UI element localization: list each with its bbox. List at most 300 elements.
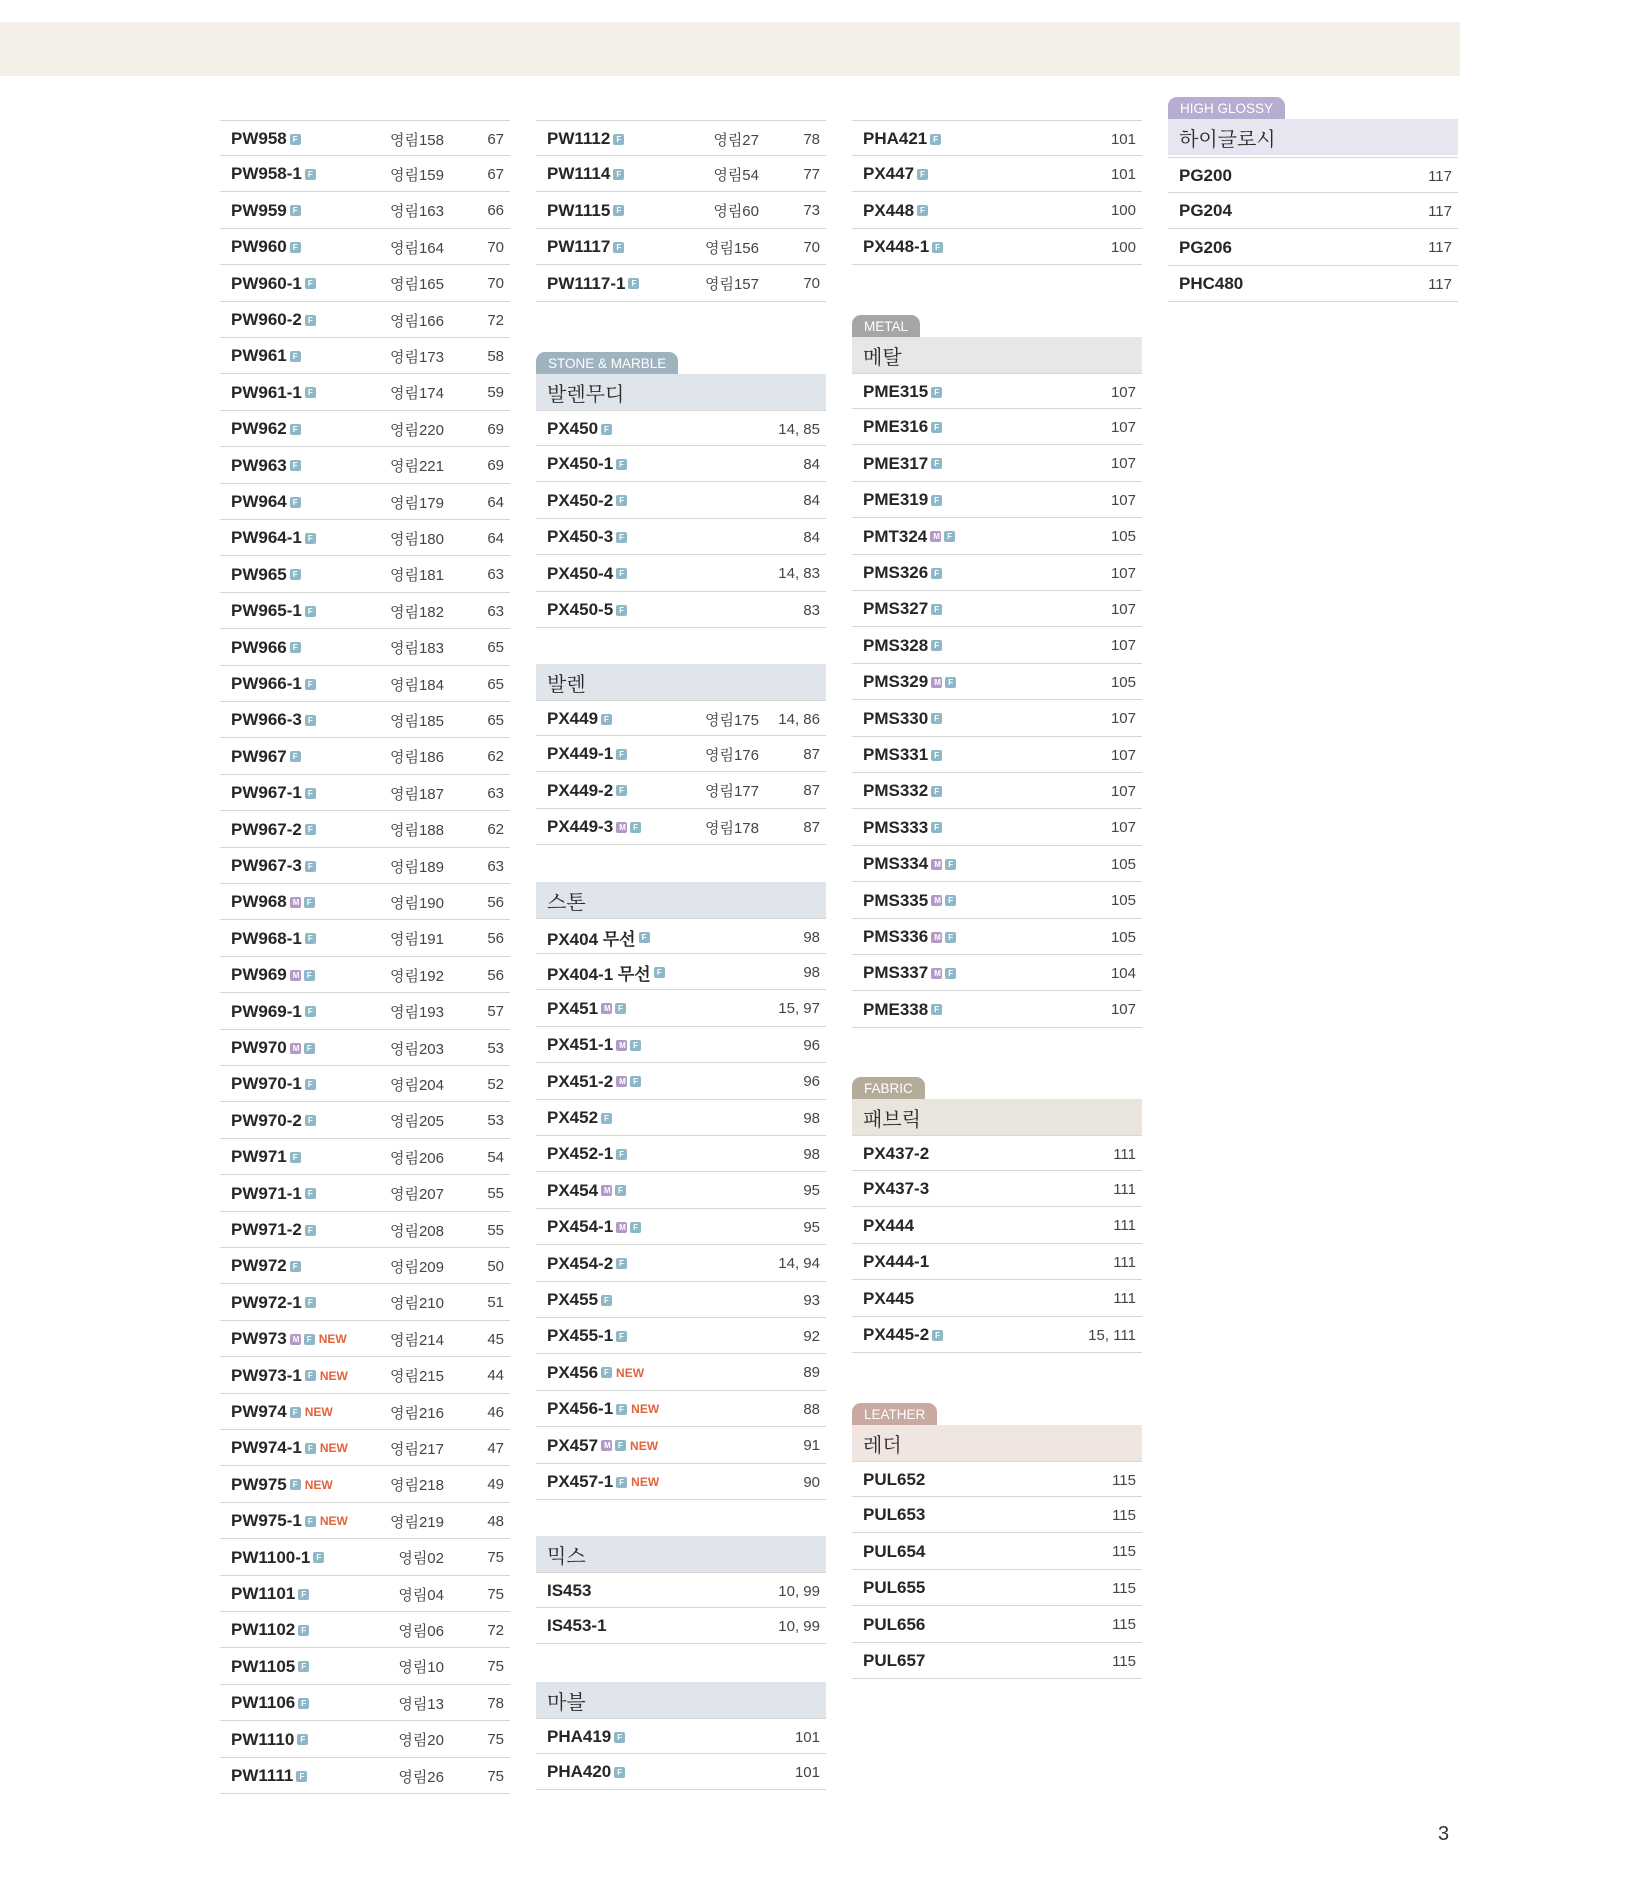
table-row [852,1317,1142,1353]
product-code: PX452 [547,1108,599,1127]
product-code-cell [863,919,956,955]
page-ref: 115 [1112,1616,1136,1634]
product-code-cell [231,302,316,338]
page-ref: 51 [487,1294,504,1312]
f-badge-icon [305,679,316,690]
product-code: PX447 [863,164,915,184]
table-row [852,773,1142,809]
product-code-cell [863,773,942,809]
page-ref: 101 [794,1728,820,1746]
f-badge-icon [304,1043,315,1054]
badge-letter: F [656,967,662,977]
page-ref: 55 [487,1221,504,1239]
f-badge-icon [290,569,301,580]
m-badge-icon [290,1043,301,1054]
table-row [220,1758,510,1794]
f-badge-icon [932,242,943,253]
page-ref: 107 [1110,383,1136,401]
product-code: PW965 [231,564,287,584]
badge-letter: F [307,934,313,944]
table-row [536,120,826,156]
page-ref: 117 [1428,239,1452,257]
product-code-cell [231,484,301,520]
product-code-cell [863,1643,925,1679]
badge-letter: M [619,1222,626,1232]
badge-letter: F [935,242,941,252]
badge-letter: F [619,569,625,579]
badge-letter: F [935,1330,941,1340]
product-code: PW970 [231,1038,287,1057]
table-row [536,1572,826,1608]
badge-letter: F [307,861,313,871]
badge-letter: F [301,1625,307,1635]
reference-code: 영림04 [398,1586,444,1604]
badge-letter: F [616,206,622,216]
f-badge-icon [290,1261,301,1272]
table-row [536,483,826,519]
table-row [852,1281,1142,1317]
f-badge-icon [290,134,301,145]
product-code: PW960-1 [231,273,302,293]
product-code: PMS329 [863,672,929,692]
table-row [536,156,826,192]
product-code-cell [231,411,301,447]
product-code-cell [547,1100,612,1136]
product-code: PX449 [547,709,599,728]
f-badge-icon [639,932,650,943]
table-row [220,994,510,1030]
m-badge-icon [601,1185,612,1196]
page-ref: 65 [487,711,504,729]
section-header: 메탈 [852,337,1142,373]
badge-letter: F [307,1443,313,1453]
f-badge-icon [616,568,627,579]
product-code-cell [547,701,612,737]
reference-code: 영림166 [389,312,444,330]
f-badge-icon [305,387,316,398]
section-header: 패브릭 [852,1099,1142,1135]
product-code: PX437-2 [863,1144,930,1163]
f-badge-icon [613,169,624,180]
page-ref: 107 [1110,418,1136,436]
table-row [852,1497,1142,1533]
badge-letter: F [920,169,925,179]
page-ref: 111 [1113,1290,1136,1308]
page-ref: 75 [487,1731,504,1749]
page-ref: 55 [487,1185,504,1203]
product-code-cell [547,1464,659,1500]
badge-letter: F [619,1404,625,1414]
product-code-cell [863,701,942,737]
product-code-cell [231,557,301,593]
page-ref: 73 [803,202,820,220]
product-code: PW1112 [547,129,611,148]
product-code: PX445 [863,1288,915,1308]
f-badge-icon [931,640,942,651]
product-code: PUL657 [863,1651,926,1670]
f-badge-icon [931,387,942,398]
product-code-cell [547,556,627,592]
f-badge-icon [931,458,942,469]
page-ref: 111 [1113,1145,1136,1163]
f-badge-icon [290,242,301,253]
m-badge-icon [931,968,942,979]
table-row [536,592,826,628]
f-badge-icon [305,315,316,326]
page-ref: 100 [1110,238,1136,256]
table-row [852,1534,1142,1570]
table-row [220,1358,510,1394]
page-ref: 53 [487,1039,504,1057]
f-badge-icon [305,1443,316,1454]
page-ref: 70 [487,238,504,256]
page-ref: 15, 97 [778,1000,820,1018]
table-row [1168,266,1458,302]
f-badge-icon [298,1589,309,1600]
product-code: PHA421 [863,129,928,148]
page-ref: 64 [487,493,504,511]
product-code: PUL656 [863,1614,926,1634]
f-badge-icon [601,1367,612,1378]
table-row [220,775,510,811]
f-badge-icon [615,1440,626,1451]
f-badge-icon [630,822,641,833]
product-code: PME338 [863,999,929,1019]
reference-code: 영림192 [389,967,444,985]
page-ref: 63 [487,602,504,620]
badge-letter: F [618,1004,623,1014]
product-code: PW961-1 [231,382,302,402]
table-row [852,955,1142,991]
product-code-cell [547,919,650,955]
f-badge-icon [298,1625,309,1636]
table-row [536,1608,826,1644]
page-ref: 115 [1112,1543,1136,1561]
product-code: PMS330 [863,708,929,728]
product-code: PX450-5 [547,600,614,619]
f-badge-icon [917,169,928,180]
f-badge-icon [616,785,627,796]
page-ref: 47 [487,1439,504,1457]
product-code: PW972 [231,1256,287,1276]
badge-letter: F [948,896,954,906]
product-code-cell [231,1212,316,1248]
product-code: PX454-1 [547,1217,614,1237]
product-code-cell [547,1428,658,1464]
product-code: PW958-1 [231,164,302,184]
f-badge-icon [616,1477,627,1488]
table-row [536,700,826,736]
table-row [220,411,510,447]
f-badge-icon [305,1079,316,1090]
badge-letter: F [306,897,312,907]
page-ref: 107 [1110,710,1136,728]
badge-letter: F [307,279,313,289]
product-code-cell [547,809,641,845]
f-badge-icon [945,968,956,979]
page-ref: 96 [803,1073,820,1091]
product-code: PX448-1 [863,237,930,257]
product-code-cell [547,773,627,809]
table-row [536,193,826,229]
table-row [536,1318,826,1354]
table-row [220,520,510,556]
section-header: 레더 [852,1425,1142,1461]
product-code-cell [863,1317,943,1353]
badge-letter: F [633,1077,639,1087]
badge-letter: F [616,134,622,144]
product-code: PW961 [231,346,287,366]
product-code: PX456-1 [547,1399,614,1419]
product-code: PW1101 [231,1584,296,1603]
m-badge-icon [290,897,301,908]
page-ref: 111 [1113,1180,1136,1198]
product-code: PW969-1 [231,1001,302,1021]
product-code: PHC480 [1179,274,1244,294]
table-row [1168,193,1458,229]
badge-letter: F [306,1334,312,1344]
product-code-cell [863,992,942,1028]
f-badge-icon [290,351,301,362]
product-code-cell [231,994,316,1030]
table-row [220,229,510,265]
table-row [536,519,826,555]
m-badge-icon [616,1076,627,1087]
product-code-cell [863,555,942,591]
table-row [536,1754,826,1790]
product-code-cell [231,1685,309,1721]
badge-letter: F [619,532,625,542]
product-code: PX450-4 [547,563,614,583]
f-badge-icon [290,205,301,216]
badge-letter: M [934,859,941,869]
f-badge-icon [616,495,627,506]
table-row [220,1030,510,1066]
reference-code: 영림191 [389,931,444,949]
reference-code: 영림20 [398,1732,444,1750]
badge-letter: F [307,1079,313,1089]
product-code-cell [547,229,624,265]
product-code-cell [231,1321,347,1357]
badge-letter: F [934,641,940,651]
product-code-cell [863,1497,925,1533]
reference-code: 영림174 [389,385,444,403]
badge-letter: F [618,1441,623,1451]
product-code: PMS331 [863,745,929,764]
product-code: PW1106 [231,1693,296,1713]
page-ref: 70 [487,275,504,293]
badge-letter: F [299,1771,305,1781]
table-row [220,193,510,229]
product-code: PX457-1 [547,1472,614,1491]
badge-letter: F [934,568,940,578]
reference-code: 영림186 [389,749,444,767]
table-row [852,1244,1142,1280]
badge-letter: F [934,714,940,724]
reference-code: 영림217 [389,1440,444,1458]
product-code-cell [231,1503,348,1539]
f-badge-icon [290,497,301,508]
page-ref: 89 [803,1364,820,1382]
reference-code: 영림218 [389,1477,444,1495]
product-code: PW966 [231,637,287,657]
page-ref: 75 [487,1549,504,1567]
table-row [220,630,510,666]
product-code: PX445-2 [863,1325,930,1344]
product-code: PW1117 [547,237,611,257]
badge-letter: F [307,1516,313,1526]
badge-letter: F [292,570,298,580]
table-row [536,954,826,990]
page-ref: 70 [803,238,820,256]
product-code: PW974-1 [231,1438,302,1458]
reference-code: 영림158 [389,131,444,149]
badge-letter: F [307,1189,313,1199]
badge-letter: F [933,134,939,144]
badge-letter: F [306,1043,312,1053]
badge-letter: M [604,1441,611,1451]
page-ref: 98 [803,928,820,946]
reference-code: 영림181 [389,567,444,585]
product-code-cell [231,666,316,702]
badge-letter: F [633,1040,639,1050]
product-code: PW1105 [231,1656,296,1676]
product-code-cell [863,664,956,700]
reference-code: 영림60 [713,203,759,221]
f-badge-icon [613,134,624,145]
table-row [536,556,826,592]
new-badge: NEW [616,1365,645,1380]
badge-letter: M [934,677,941,687]
badge-letter: M [292,1043,300,1053]
product-code: PW1114 [547,164,611,184]
page-ref: 87 [803,818,820,836]
product-code-cell [231,775,316,811]
product-code-cell [547,1608,607,1644]
product-code: PMT324 [863,526,928,546]
category-tag: HIGH GLOSSY [1168,97,1285,119]
reference-code: 영림179 [389,494,444,512]
page-ref: 88 [803,1400,820,1418]
reference-code: 영림208 [389,1222,444,1240]
new-badge: NEW [304,1477,333,1492]
page-ref: 100 [1110,202,1136,220]
product-code-cell [863,1607,925,1643]
page-ref: 104 [1110,964,1136,982]
page-ref: 95 [803,1218,820,1236]
badge-letter: F [604,424,609,434]
f-badge-icon [305,278,316,289]
product-code-cell [547,1719,625,1755]
f-badge-icon [944,531,955,542]
product-code-cell [547,954,665,990]
f-badge-icon [931,750,942,761]
page-ref: 105 [1110,673,1136,691]
product-code: PW971-1 [231,1183,302,1203]
m-badge-icon [601,1440,612,1451]
reference-code: 영림164 [389,239,444,257]
f-badge-icon [290,424,301,435]
badge-letter: F [292,206,298,216]
product-code: PX451 [547,998,599,1018]
reference-code: 영림220 [389,421,444,439]
product-code-cell [231,1030,315,1066]
page-ref: 107 [1110,637,1136,655]
table-row [220,848,510,884]
page-ref: 115 [1112,1471,1136,1489]
page-ref: 115 [1112,1652,1136,1670]
product-code: PX404-1 무선 [547,964,651,984]
product-code-cell [231,121,301,157]
product-code-cell [231,375,316,411]
product-code: PW966-3 [231,710,302,730]
product-code: PX451-1 [547,1035,614,1055]
table-row [220,156,510,192]
product-code: PW966-1 [231,674,302,693]
table-row [852,737,1142,773]
page-ref: 14, 94 [778,1255,820,1273]
product-code: PX448 [863,200,915,220]
product-code-cell [547,446,627,482]
page-ref: 84 [803,455,820,473]
page-ref: 101 [794,1763,820,1781]
product-code-cell [863,628,942,664]
badge-letter: F [948,932,954,942]
badge-letter: F [307,1298,313,1308]
badge-letter: F [292,1152,298,1162]
product-code: PW1111 [231,1766,294,1785]
page-ref: 91 [803,1437,820,1455]
badge-letter: F [619,1331,625,1341]
m-badge-icon [616,1222,627,1233]
product-code: PX457 [547,1435,599,1455]
m-badge-icon [931,859,942,870]
badge-letter: F [300,1735,306,1745]
f-badge-icon [305,1006,316,1017]
product-code: PHA420 [547,1762,612,1782]
reference-code: 영림205 [389,1113,444,1131]
page-ref: 54 [487,1148,504,1166]
product-code: PW967 [231,746,287,766]
page-ref: 63 [487,857,504,875]
section-header: 하이글로시 [1168,119,1458,155]
f-badge-icon [298,1698,309,1709]
product-code: PW973-1 [231,1365,302,1385]
product-code-cell [231,1285,316,1321]
product-code: PW971-2 [231,1220,302,1239]
product-code-cell [863,591,942,627]
page-ref: 72 [487,1621,504,1639]
badge-letter: F [934,422,940,432]
table-row [536,1136,826,1172]
reference-code: 영림06 [398,1622,444,1640]
table-row [536,918,826,954]
product-code-cell [547,193,624,229]
reference-code: 영림188 [389,822,444,840]
f-badge-icon [290,642,301,653]
product-code: PX450-2 [547,490,614,510]
f-badge-icon [305,1370,316,1381]
reference-code: 영림10 [398,1659,444,1677]
page-ref: 90 [803,1473,820,1491]
page-ref: 45 [487,1330,504,1348]
table-row [536,1428,826,1464]
product-code-cell [863,446,942,482]
table-row [536,809,826,845]
page-ref: 44 [487,1367,504,1385]
badge-letter: F [934,495,940,505]
category-tag: METAL [852,315,920,337]
